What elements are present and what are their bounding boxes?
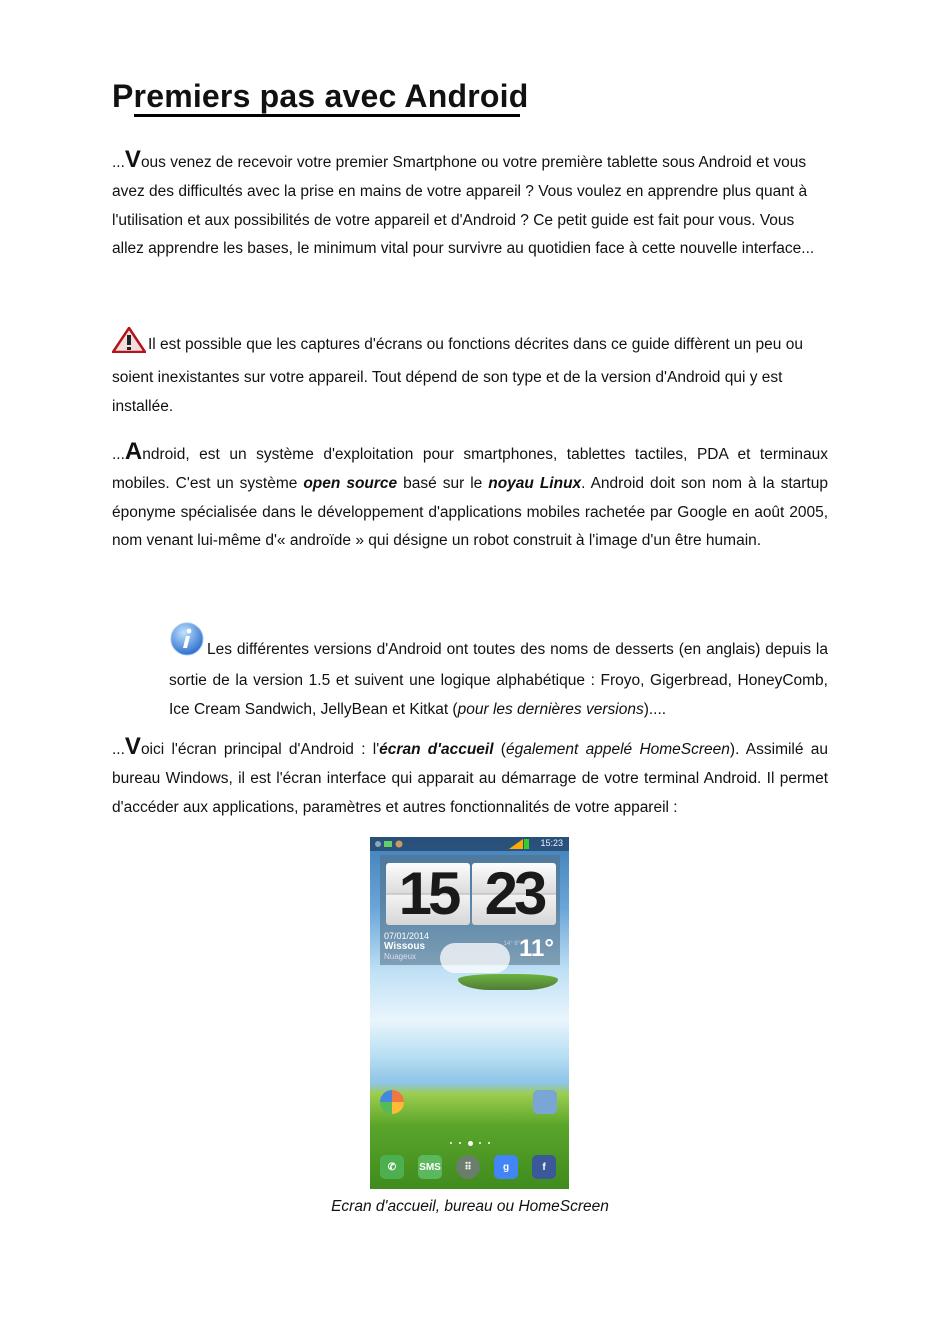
android-text: . Android doit son nom à la startup éponyme spécialisée dans le développement d'applications mobiles rachetée par Google en août 2005, nom venant lui-même d'« androïde » qui désigne un robot construit à l'image d'un être humain. (112, 474, 828, 550)
cloud-icon (440, 943, 510, 973)
page-title: Premiers pas avec Android (112, 78, 529, 114)
dropcap: V (124, 733, 141, 760)
warning-paragraph (112, 327, 828, 421)
clock-minutes: 23 (472, 863, 556, 925)
home-text: oici l'écran principal d'Android : l' (140, 741, 380, 758)
open-source-emphasis: open source (303, 474, 398, 492)
status-bar (370, 837, 569, 851)
ellipsis: ... (112, 154, 125, 171)
info-text: ).... (643, 700, 667, 718)
warning-text: Il est possible que les captures d'écrans ou fonctions décrites dans ce guide diffèrent un peu ou soient inexistantes sur votre appareil. Tout dépend de son type et de la version d'Android qui y est installée. (112, 336, 803, 415)
widget-condition: Nuageux (384, 952, 417, 961)
home-italic: également appelé HomeScreen (505, 741, 730, 758)
warning-triangle-icon (112, 327, 146, 364)
widget-city: Wissous (384, 941, 426, 952)
clock-hours: 15 (386, 863, 470, 925)
widget-date: 07/01/2014 (384, 931, 430, 941)
intro-paragraph (112, 148, 828, 264)
home-text: ). Assimilé au bureau Windows, il est l'écran interface qui apparait au démarrage de votre terminal Android. Il permet d'accéder aux applications, paramètres et autres fonctionnalités de votre appareil : (112, 741, 829, 816)
app-drawer-icon[interactable]: ⠿ (456, 1155, 480, 1179)
floating-island-wallpaper (458, 974, 558, 990)
widget-temp-range: 14° 8° (503, 941, 520, 947)
widget-temperature: 11° (519, 935, 554, 962)
notification-icons (375, 840, 405, 848)
ellipsis: ... (112, 741, 125, 758)
sms-icon[interactable]: SMS (418, 1155, 442, 1179)
home-paragraph (112, 735, 828, 822)
homescreen-screenshot (370, 837, 569, 1189)
dropcap: A (124, 438, 143, 465)
linux-kernel-emphasis: noyau Linux (488, 474, 582, 492)
home-text: ( (493, 741, 506, 758)
android-paragraph (112, 440, 828, 556)
android-text: ndroid, est un système d'exploitation pour smartphones, tablettes tactiles, PDA et terminaux mobiles. C'est un système (112, 446, 828, 492)
clock-weather-widget[interactable] (380, 855, 560, 965)
figure-caption: Ecran d'accueil, bureau ou HomeScreen (331, 1198, 609, 1215)
page-indicator (450, 1140, 490, 1146)
picasa-icon[interactable] (380, 1090, 404, 1114)
home-screen-emphasis: écran d'accueil (379, 741, 494, 758)
widget-shortcut-icon[interactable] (533, 1090, 557, 1114)
title-underline (134, 114, 520, 117)
phone-icon[interactable]: ✆ (380, 1155, 404, 1179)
facebook-icon[interactable]: f (532, 1155, 556, 1179)
status-time: 15:23 (540, 838, 563, 848)
android-text: basé sur le (397, 474, 489, 492)
info-note (169, 622, 828, 724)
dropcap: V (124, 146, 141, 173)
info-text: Les différentes versions d'Android ont toutes des noms de desserts (en anglais) depuis la sortie de la version 1.5 et suivent une logique alphabétique : Froyo, Gigerbread, HoneyComb, Ice Cream Sandwich, JellyBean et Kitkat ( (169, 641, 828, 718)
info-icon (169, 622, 205, 667)
info-italic: pour les dernières versions (457, 700, 644, 718)
signal-icon (509, 839, 529, 851)
ellipsis: ... (112, 446, 125, 463)
google-search-icon[interactable]: g (494, 1155, 518, 1179)
intro-text: ous venez de recevoir votre premier Smartphone ou votre première tablette sous Android et vous avez des difficultés avec la prise en mains de votre appareil ? Vous voulez en apprendre plus quant à l'utilisation et aux possibilités de votre appareil et d'Android ? Ce petit guide est fait pour vous. Vous allez apprendre les bases, le minimum vital pour survivre au quotidien face à cette nouvelle interface... (112, 154, 815, 258)
